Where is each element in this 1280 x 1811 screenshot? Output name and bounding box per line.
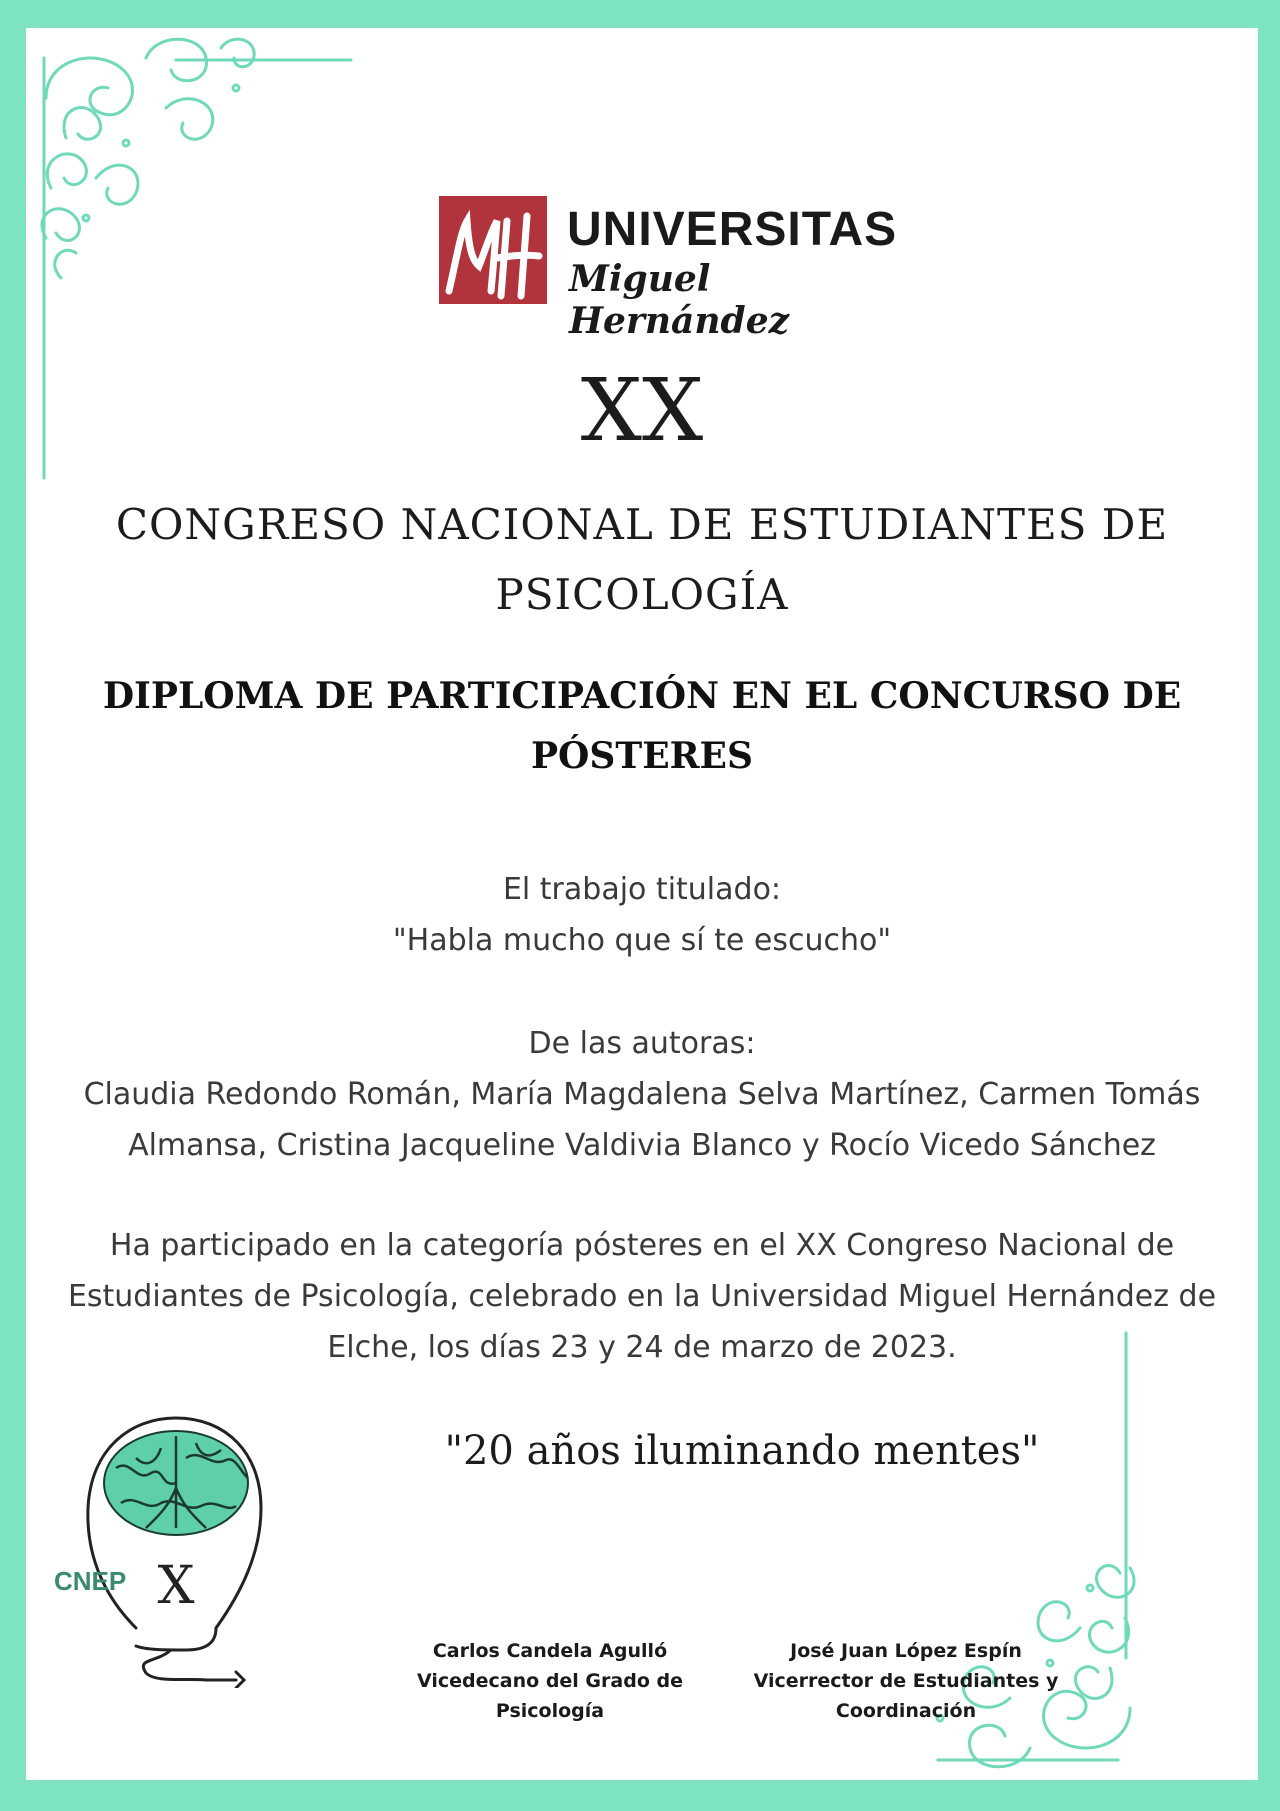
mh-logo-mark <box>439 196 547 304</box>
authors-label: De las autoras: <box>528 1026 756 1061</box>
authors-block <box>26 1018 1258 1171</box>
mh-monogram-icon <box>439 196 547 304</box>
cnep-x-mark: X <box>157 1556 195 1616</box>
edition-numeral: XX <box>580 361 704 461</box>
congress-title-line2: PSICOLOGÍA <box>495 570 789 619</box>
signer-role-line2: Coordinación <box>835 1700 977 1722</box>
congress-title-line1: CONGRESO NACIONAL DE ESTUDIANTES DE <box>115 500 1169 549</box>
diploma-title-line1: DIPLOMA DE PARTICIPACIÓN EN EL CONCURSO DE <box>102 675 1182 717</box>
congress-title <box>26 490 1258 630</box>
authors-line2: Almansa, Cristina Jacqueline Valdivia Blanco y Rocío Vicedo Sánchez <box>128 1128 1156 1163</box>
statement-line1: Ha participado en la categoría pósteres en el XX Congreso Nacional de <box>109 1228 1175 1263</box>
logo-text-miguel-hernandez: Miguel Hernández <box>569 258 790 342</box>
statement-block <box>26 1220 1258 1373</box>
diploma-title-line2: PÓSTERES <box>530 735 753 777</box>
diploma-title <box>26 666 1258 786</box>
signature-block-left <box>380 1636 720 1726</box>
signature-block-right <box>736 1636 1076 1726</box>
work-block <box>26 864 1258 966</box>
signer-role-line1: Vicedecano del Grado de <box>417 1670 683 1692</box>
cnep-lightbulb-brain-icon <box>76 1388 276 1688</box>
signer-name: Carlos Candela Agulló <box>432 1640 668 1662</box>
signer-role-line1: Vicerrector de Estudiantes y <box>753 1670 1059 1692</box>
work-label: El trabajo titulado: <box>502 872 782 907</box>
statement-line2: Estudiantes de Psicología, celebrado en la Universidad Miguel Hernández de <box>67 1279 1217 1314</box>
logo-text-universitas: UNIVERSITAS <box>567 203 898 256</box>
statement-line3: Elche, los días 23 y 24 de marzo de 2023. <box>327 1330 957 1365</box>
signer-name: José Juan López Espín <box>790 1640 1022 1662</box>
work-title: "Habla mucho que sí te escucho" <box>392 923 892 958</box>
diploma-page <box>26 28 1258 1780</box>
cnep-label: CNEP <box>54 1566 127 1596</box>
motto: "20 años iluminando mentes" <box>444 1428 1040 1474</box>
university-logo <box>409 166 909 342</box>
authors-line1: Claudia Redondo Román, María Magdalena Selva Martínez, Carmen Tomás <box>83 1077 1201 1112</box>
signer-role-line2: Psicología <box>495 1700 605 1722</box>
